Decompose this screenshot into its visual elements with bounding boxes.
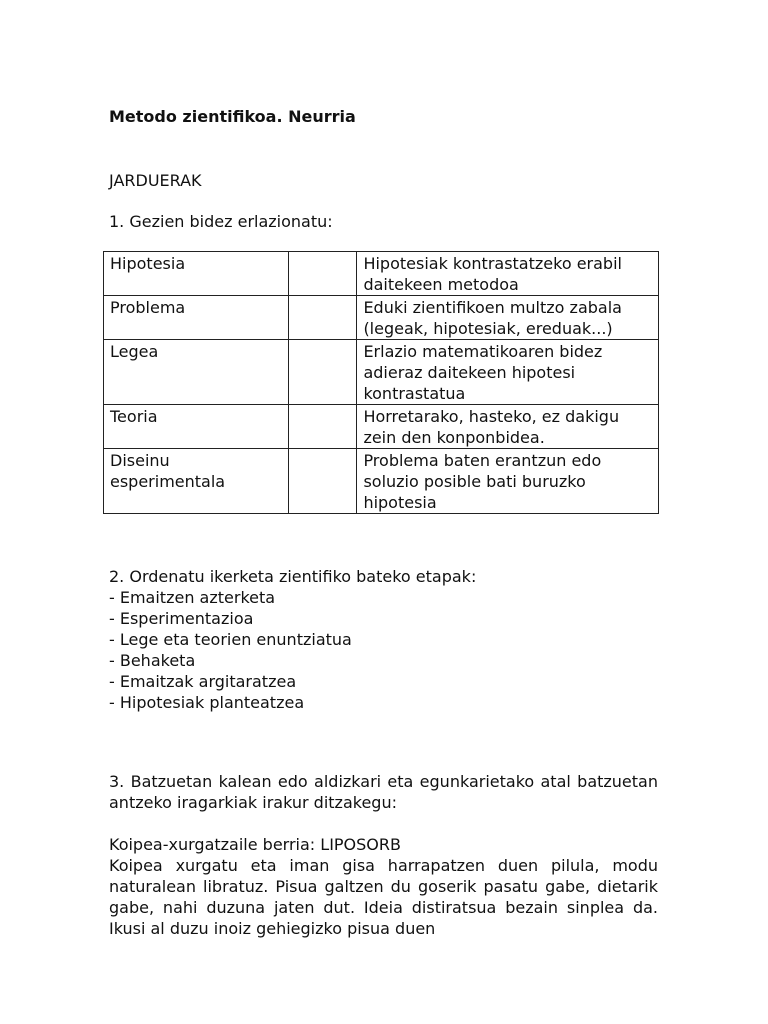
table-definition: Eduki zientifikoen multzo zabala (legeak, hipotesiak, ereduak...) bbox=[357, 296, 659, 340]
table-row bbox=[104, 340, 659, 405]
table-blank-cell bbox=[289, 405, 357, 449]
table-definition: Hipotesiak kontrastatzeko erabil daitekeen metodoa bbox=[357, 252, 659, 296]
table-definition: Problema baten erantzun edo soluzio posible bati buruzko hipotesia bbox=[357, 449, 659, 514]
list-item: - Behaketa bbox=[109, 651, 196, 670]
table-definition: Erlazio matematikoaren bidez adieraz daitekeen hipotesi kontrastatua bbox=[357, 340, 659, 405]
table-term: Hipotesia bbox=[104, 252, 289, 296]
section-heading: JARDUERAK bbox=[109, 171, 202, 190]
table-term: Problema bbox=[104, 296, 289, 340]
matching-table bbox=[103, 251, 659, 514]
table-row bbox=[104, 449, 659, 514]
list-item: - Esperimentazioa bbox=[109, 609, 254, 628]
table-term: Diseinu esperimentala bbox=[104, 449, 289, 514]
list-item: - Emaitzak argitaratzea bbox=[109, 672, 297, 691]
table-row bbox=[104, 252, 659, 296]
question-2: 2. Ordenatu ikerketa zientifiko bateko etapak: bbox=[109, 567, 477, 586]
table-row bbox=[104, 296, 659, 340]
list-item: - Lege eta teorien enuntziatua bbox=[109, 630, 352, 649]
page-title: Metodo zientifikoa. Neurria bbox=[109, 107, 356, 126]
table-blank-cell bbox=[289, 340, 357, 405]
table-row bbox=[104, 405, 659, 449]
table-blank-cell bbox=[289, 449, 357, 514]
steps-list bbox=[109, 587, 352, 713]
table-blank-cell bbox=[289, 252, 357, 296]
table-term: Teoria bbox=[104, 405, 289, 449]
ad-text: Koipea xurgatu eta iman gisa harrapatzen duen pilula, modu naturalean libratuz. Pisua galtzen du goserik pasatu gabe, dietarik gabe, nahi duzuna jaten dut. Ideia distiratsua bezain sinplea da. Ikusi al duzu inoiz gehiegizko pisua duen bbox=[109, 856, 658, 938]
table-definition: Horretarako, hasteko, ez dakigu zein den konponbidea. bbox=[357, 405, 659, 449]
list-item: - Hipotesiak planteatzea bbox=[109, 693, 305, 712]
ad-title: Koipea-xurgatzaile berria: LIPOSORB bbox=[109, 835, 401, 854]
list-item: - Emaitzen azterketa bbox=[109, 588, 276, 607]
table-term: Legea bbox=[104, 340, 289, 405]
question-1: 1. Gezien bidez erlazionatu: bbox=[109, 212, 333, 231]
table-blank-cell bbox=[289, 296, 357, 340]
question-3: 3. Batzuetan kalean edo aldizkari eta egunkarietako atal batzuetan antzeko iragarkiak irakur ditzakegu: bbox=[109, 772, 658, 812]
